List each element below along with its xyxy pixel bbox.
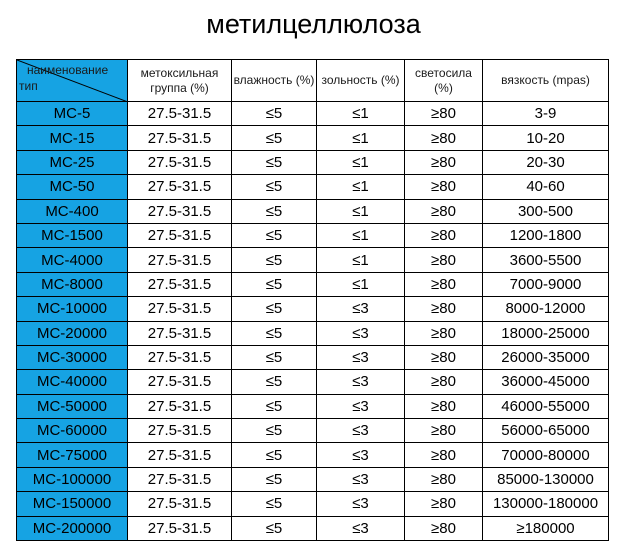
viscosity-cell: 56000-65000 — [483, 419, 609, 443]
viscosity-cell: 8000-12000 — [483, 297, 609, 321]
viscosity-cell: ≥180000 — [483, 516, 609, 540]
ash-cell: ≤3 — [317, 467, 405, 491]
methoxyl-cell: 27.5-31.5 — [128, 102, 232, 126]
transmittance-cell: ≥80 — [405, 467, 483, 491]
transmittance-cell: ≥80 — [405, 150, 483, 174]
column-header-transmittance: светосила (%) — [405, 60, 483, 102]
ash-cell: ≤1 — [317, 126, 405, 150]
table-body — [17, 102, 609, 541]
table-row — [17, 419, 609, 443]
ash-cell: ≤1 — [317, 175, 405, 199]
header-row — [17, 60, 609, 102]
viscosity-cell: 130000-180000 — [483, 492, 609, 516]
moisture-cell: ≤5 — [232, 102, 317, 126]
moisture-cell: ≤5 — [232, 150, 317, 174]
viscosity-cell: 70000-80000 — [483, 443, 609, 467]
moisture-cell: ≤5 — [232, 492, 317, 516]
table-row — [17, 272, 609, 296]
moisture-cell: ≤5 — [232, 272, 317, 296]
corner-header-cell — [17, 60, 128, 102]
moisture-cell: ≤5 — [232, 199, 317, 223]
transmittance-cell: ≥80 — [405, 272, 483, 296]
methoxyl-cell: 27.5-31.5 — [128, 297, 232, 321]
table-row — [17, 492, 609, 516]
column-header-moisture: влажность (%) — [232, 60, 317, 102]
type-cell: MC-20000 — [17, 321, 128, 345]
viscosity-cell: 40-60 — [483, 175, 609, 199]
transmittance-cell: ≥80 — [405, 516, 483, 540]
viscosity-cell: 46000-55000 — [483, 394, 609, 418]
column-header-methoxyl: метоксильная группа (%) — [128, 60, 232, 102]
viscosity-cell: 26000-35000 — [483, 345, 609, 369]
type-cell: MC-400 — [17, 199, 128, 223]
moisture-cell: ≤5 — [232, 443, 317, 467]
table-row — [17, 126, 609, 150]
type-cell: MC-1500 — [17, 223, 128, 247]
table-row — [17, 443, 609, 467]
table-row — [17, 223, 609, 247]
moisture-cell: ≤5 — [232, 370, 317, 394]
viscosity-cell: 85000-130000 — [483, 467, 609, 491]
type-cell: MC-75000 — [17, 443, 128, 467]
methoxyl-cell: 27.5-31.5 — [128, 175, 232, 199]
ash-cell: ≤3 — [317, 345, 405, 369]
ash-cell: ≤3 — [317, 419, 405, 443]
viscosity-cell: 1200-1800 — [483, 223, 609, 247]
type-cell: MC-150000 — [17, 492, 128, 516]
column-header-ash: зольность (%) — [317, 60, 405, 102]
moisture-cell: ≤5 — [232, 345, 317, 369]
methoxyl-cell: 27.5-31.5 — [128, 492, 232, 516]
table-row — [17, 516, 609, 540]
table-row — [17, 394, 609, 418]
transmittance-cell: ≥80 — [405, 321, 483, 345]
transmittance-cell: ≥80 — [405, 223, 483, 247]
methoxyl-cell: 27.5-31.5 — [128, 443, 232, 467]
viscosity-cell: 18000-25000 — [483, 321, 609, 345]
transmittance-cell: ≥80 — [405, 394, 483, 418]
ash-cell: ≤3 — [317, 516, 405, 540]
methoxyl-cell: 27.5-31.5 — [128, 467, 232, 491]
corner-label-type: тип — [19, 79, 38, 93]
transmittance-cell: ≥80 — [405, 102, 483, 126]
methoxyl-cell: 27.5-31.5 — [128, 150, 232, 174]
transmittance-cell: ≥80 — [405, 126, 483, 150]
ash-cell: ≤1 — [317, 199, 405, 223]
table-row — [17, 297, 609, 321]
type-cell: MC-30000 — [17, 345, 128, 369]
table-row — [17, 150, 609, 174]
transmittance-cell: ≥80 — [405, 175, 483, 199]
ash-cell: ≤3 — [317, 297, 405, 321]
moisture-cell: ≤5 — [232, 223, 317, 247]
table-row — [17, 175, 609, 199]
viscosity-cell: 36000-45000 — [483, 370, 609, 394]
moisture-cell: ≤5 — [232, 248, 317, 272]
ash-cell: ≤1 — [317, 150, 405, 174]
corner-label-name: наименование — [27, 63, 109, 77]
table-row — [17, 248, 609, 272]
type-cell: MC-40000 — [17, 370, 128, 394]
methoxyl-cell: 27.5-31.5 — [128, 126, 232, 150]
viscosity-cell: 20-30 — [483, 150, 609, 174]
ash-cell: ≤3 — [317, 492, 405, 516]
table-row — [17, 199, 609, 223]
moisture-cell: ≤5 — [232, 467, 317, 491]
methoxyl-cell: 27.5-31.5 — [128, 272, 232, 296]
ash-cell: ≤1 — [317, 248, 405, 272]
type-cell: MC-15 — [17, 126, 128, 150]
table-row — [17, 467, 609, 491]
transmittance-cell: ≥80 — [405, 419, 483, 443]
properties-table — [16, 59, 609, 541]
viscosity-cell: 3-9 — [483, 102, 609, 126]
ash-cell: ≤1 — [317, 223, 405, 247]
methoxyl-cell: 27.5-31.5 — [128, 248, 232, 272]
methoxyl-cell: 27.5-31.5 — [128, 516, 232, 540]
moisture-cell: ≤5 — [232, 419, 317, 443]
type-cell: MC-100000 — [17, 467, 128, 491]
methoxyl-cell: 27.5-31.5 — [128, 199, 232, 223]
column-header-viscosity: вязкость (mpas) — [483, 60, 609, 102]
viscosity-cell: 10-20 — [483, 126, 609, 150]
moisture-cell: ≤5 — [232, 175, 317, 199]
type-cell: MC-60000 — [17, 419, 128, 443]
transmittance-cell: ≥80 — [405, 370, 483, 394]
type-cell: MC-200000 — [17, 516, 128, 540]
type-cell: MC-50000 — [17, 394, 128, 418]
methoxyl-cell: 27.5-31.5 — [128, 394, 232, 418]
transmittance-cell: ≥80 — [405, 297, 483, 321]
type-cell: MC-10000 — [17, 297, 128, 321]
table-row — [17, 370, 609, 394]
viscosity-cell: 7000-9000 — [483, 272, 609, 296]
type-cell: MC-5 — [17, 102, 128, 126]
moisture-cell: ≤5 — [232, 516, 317, 540]
methoxyl-cell: 27.5-31.5 — [128, 370, 232, 394]
methoxyl-cell: 27.5-31.5 — [128, 345, 232, 369]
transmittance-cell: ≥80 — [405, 492, 483, 516]
methoxyl-cell: 27.5-31.5 — [128, 419, 232, 443]
transmittance-cell: ≥80 — [405, 443, 483, 467]
type-cell: MC-25 — [17, 150, 128, 174]
table-row — [17, 321, 609, 345]
viscosity-cell: 300-500 — [483, 199, 609, 223]
type-cell: MC-8000 — [17, 272, 128, 296]
ash-cell: ≤1 — [317, 272, 405, 296]
ash-cell: ≤3 — [317, 443, 405, 467]
ash-cell: ≤3 — [317, 394, 405, 418]
ash-cell: ≤3 — [317, 370, 405, 394]
page-title: метилцеллюлоза — [206, 9, 421, 39]
viscosity-cell: 3600-5500 — [483, 248, 609, 272]
table-row — [17, 102, 609, 126]
transmittance-cell: ≥80 — [405, 345, 483, 369]
moisture-cell: ≤5 — [232, 321, 317, 345]
methoxyl-cell: 27.5-31.5 — [128, 223, 232, 247]
ash-cell: ≤3 — [317, 321, 405, 345]
methoxyl-cell: 27.5-31.5 — [128, 321, 232, 345]
table-row — [17, 345, 609, 369]
transmittance-cell: ≥80 — [405, 199, 483, 223]
moisture-cell: ≤5 — [232, 394, 317, 418]
type-cell: MC-50 — [17, 175, 128, 199]
moisture-cell: ≤5 — [232, 126, 317, 150]
ash-cell: ≤1 — [317, 102, 405, 126]
moisture-cell: ≤5 — [232, 297, 317, 321]
type-cell: MC-4000 — [17, 248, 128, 272]
transmittance-cell: ≥80 — [405, 248, 483, 272]
